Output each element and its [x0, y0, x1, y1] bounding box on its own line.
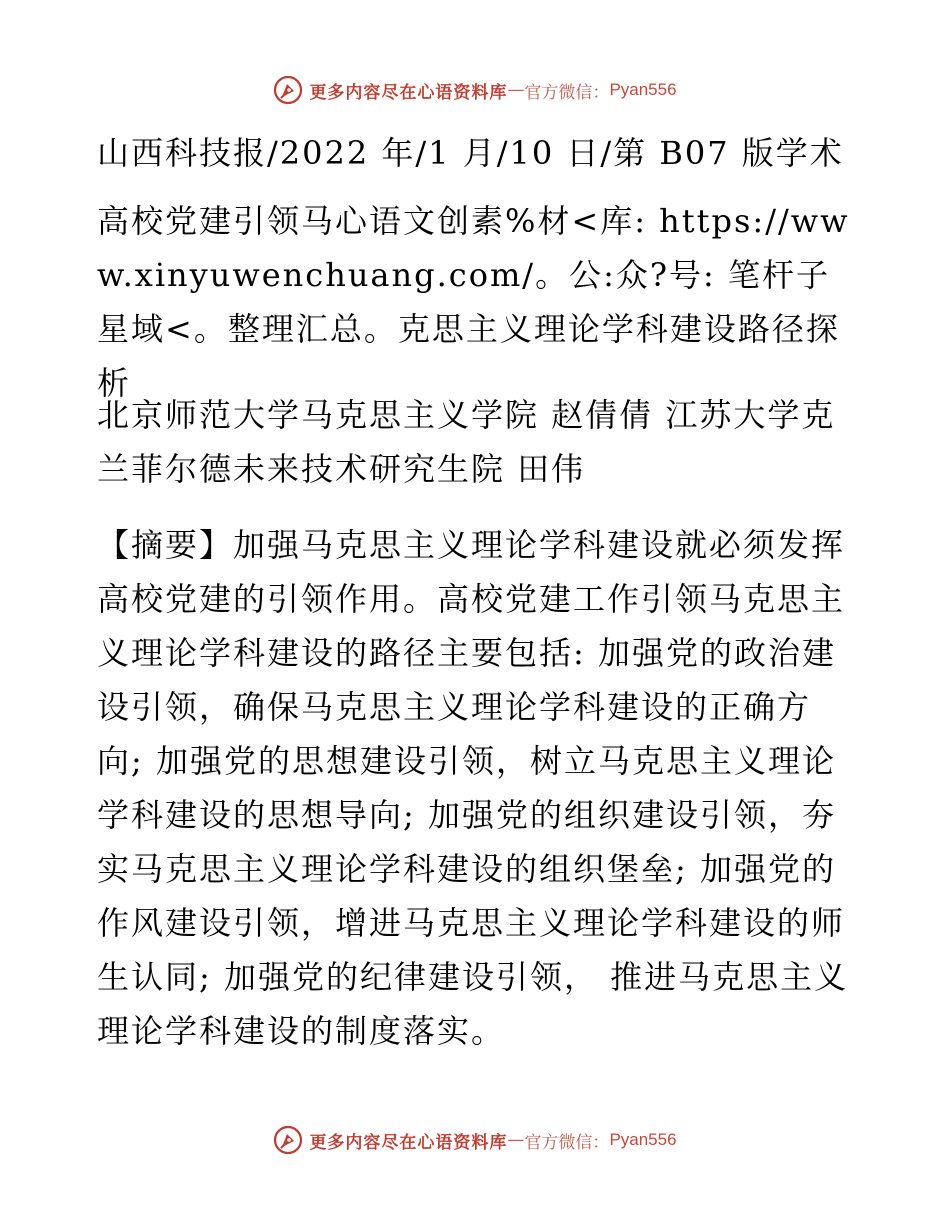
footer-banner — [0, 1122, 950, 1158]
article-abstract: 【摘要】加强马克思主义理论学科建设就必须发挥高校党建的引领作用。高校党建工作引领马克思主义理论学科建设的路径主要包括: 加强党的政治建设引领，确保马克思主义理论学科建设的正确方向; 加强党的思想建设引领，树立马克思主义理论学科建设的思想导向; 加强党的组织建设引领，夯实马克思主义理论学科建设的组织堡垒; 加强党的作风建设引领，增进马克思主义理论学科建设的师生认同; 加强党的纪律建设引领， 推进马克思主义理论学科建设的制度落实。 — [97, 526, 849, 1050]
pen-nib-circle-icon — [273, 1125, 303, 1155]
banner-main-text: 更多内容尽在心语资料库 — [309, 1132, 508, 1153]
banner-main-text: 更多内容尽在心语资料库 — [309, 82, 508, 103]
banner-separator: — — [507, 80, 525, 100]
banner-separator: — — [507, 1130, 525, 1150]
article-title: 高校党建引领马心语文创素%材<库: https://www.xinyuwenchuang.com/。公:众?号: 笔杆子星域<。整理汇总。克思主义理论学科建设路径探析 — [97, 202, 850, 402]
banner-official-label: 官方微信： — [524, 1132, 610, 1153]
pen-nib-circle-icon — [273, 75, 303, 105]
article-authors: 北京师范大学马克思主义学院 赵倩倩 江苏大学克兰菲尔德未来技术研究生院 田伟 — [97, 396, 836, 488]
banner-official-label: 官方微信： — [524, 82, 610, 103]
header-banner — [0, 72, 950, 108]
article-source: 山西科技报/2022 年/1 月/10 日/第 B07 版学术 — [97, 134, 844, 172]
banner-wechat-id: Pyan556 — [609, 1130, 677, 1149]
banner-wechat-id: Pyan556 — [609, 80, 677, 99]
